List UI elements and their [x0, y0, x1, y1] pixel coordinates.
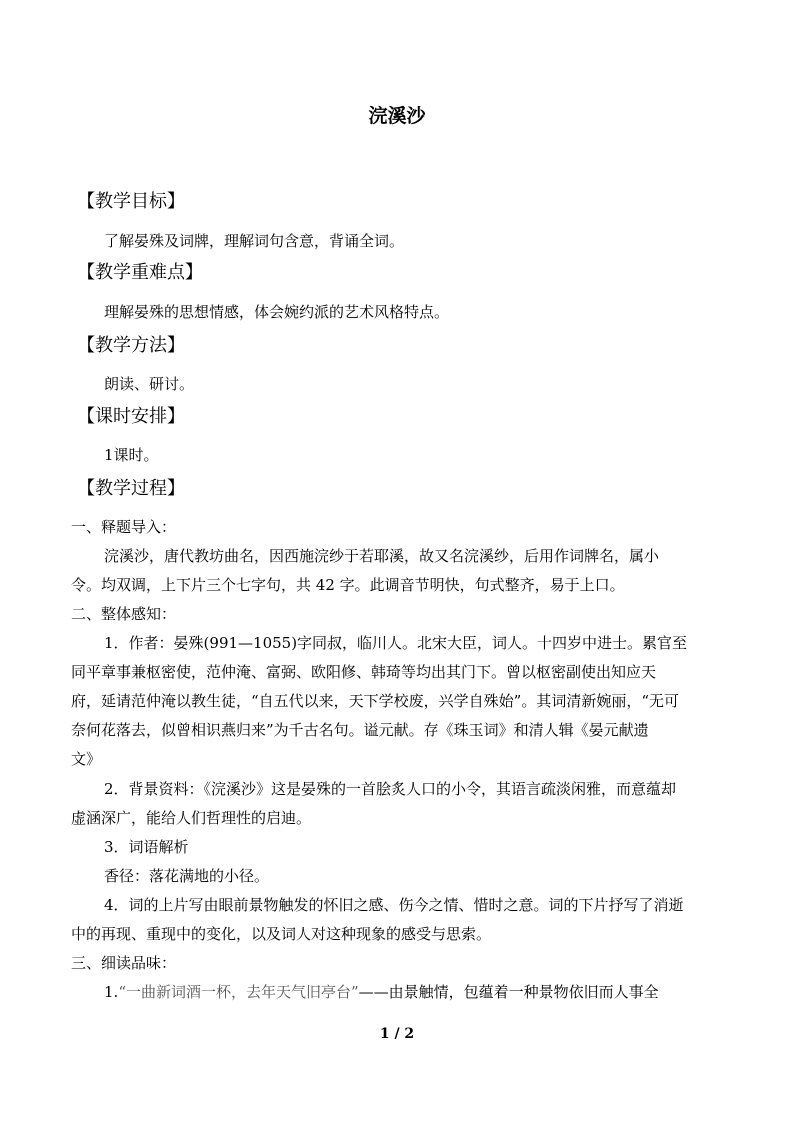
section-2-p1-line-2: 同平章事兼枢密使，范仲淹、富弼、欧阳修、韩琦等均出其门下。曾以枢密副使出知应天: [71, 663, 657, 681]
heading-key-points: 【教学重难点】: [77, 262, 203, 283]
heading-teaching-process: 【教学过程】: [77, 478, 185, 499]
section-1-line-2: 令。均双调，上下片三个七字句，共 42 字。此调音节明快，句式整齐，易于上口。: [71, 576, 625, 594]
section-3-line-1-rest: ——由景触情，包蕴着一种景物依旧而人事全: [358, 983, 659, 1001]
section-2-p1-line-5: 文》: [71, 750, 102, 768]
section-3-item-number: 1.: [104, 983, 119, 1001]
section-2-p4-line-1: 4．词的上片写由眼前景物触发的怀旧之感、伤今之情、惜时之意。词的下片抒写了消逝: [104, 896, 684, 914]
key-text: 理解晏殊的思想情感，体会婉约派的艺术风格特点。: [104, 303, 450, 321]
heading-schedule: 【课时安排】: [77, 406, 185, 427]
section-2-p2-line-1: 2．背景资料：《浣溪沙》这是晏殊的一首脍炙人口的小令，其语言疏淡闲雅，而意蕴却: [104, 780, 677, 798]
page-title: 浣溪沙: [368, 105, 426, 127]
poem-quote: “一曲新词酒一杯，去年天气旧亭台”: [118, 983, 359, 1001]
section-2-p1-line-4: 奈何花落去，似曾相识燕归来”为千古名句。谥元献。存《珠玉词》和清人辑《晏元献遗: [71, 721, 649, 739]
section-1-title: 一、释题导入：: [71, 518, 177, 536]
section-2-p2-line-2: 虚涵深广，能给人们哲理性的启迪。: [71, 809, 312, 827]
section-2-p1-line-1: 1．作者：晏殊(991—1055)字同叔，临川人。北宋大臣，词人。十四岁中进士。累官至: [104, 634, 688, 652]
section-2-title: 二、整体感知：: [71, 605, 177, 623]
heading-teaching-method: 【教学方法】: [77, 335, 185, 356]
method-text: 朗读、研讨。: [104, 375, 195, 393]
goal-text: 了解晏殊及词牌，理解词句含意，背诵全词。: [104, 232, 405, 250]
section-1-line-1: 浣溪沙，唐代教坊曲名，因西施浣纱于若耶溪，故又名浣溪纱，后用作词牌名，属小: [104, 547, 660, 565]
section-2-p3-line-2: 香径：落花满地的小径。: [104, 867, 270, 885]
heading-teaching-goal: 【教学目标】: [77, 191, 185, 212]
section-2-p1-line-3: 府，延请范仲淹以教生徒，“自五代以来，天下学校废，兴学自殊始”。其词清新婉丽，“无可: [71, 692, 680, 710]
page-number: 1 / 2: [379, 1026, 415, 1042]
schedule-text: 1课时。: [104, 446, 159, 464]
section-2-p3-line-1: 3．词语解析: [104, 838, 189, 856]
section-3-title: 三、细读品味：: [71, 954, 177, 972]
section-3-line-1: [104, 981, 659, 1003]
section-2-p4-line-2: 中的再现、重现中的变化，以及词人对这种现象的感受与思索。: [71, 925, 492, 943]
